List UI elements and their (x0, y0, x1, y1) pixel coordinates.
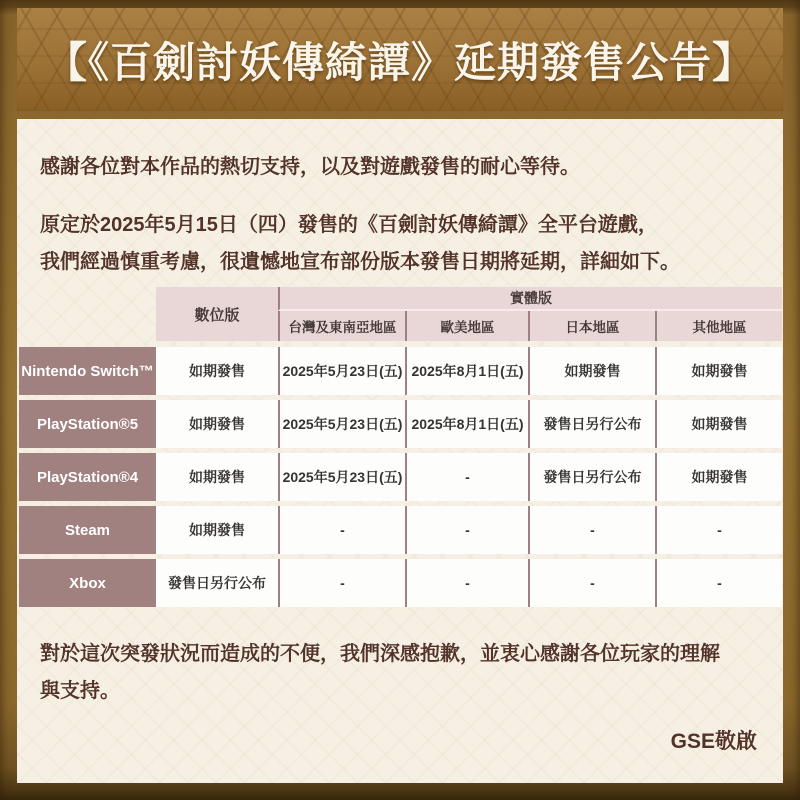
digital-release-cell: 如期發售 (156, 506, 278, 554)
region-release-cell: 發售日另行公布 (528, 400, 655, 448)
region-release-cell: 如期發售 (655, 347, 782, 395)
intro-thanks-text: 感謝各位對本作品的熱切支持，以及對遊戲發售的耐心等待。 (40, 156, 580, 178)
region-release-cell: 2025年8月1日(五) (405, 400, 528, 448)
announcement-card (17, 119, 783, 783)
signature-text: GSE敬啟 (670, 730, 757, 753)
physical-version-header: 實體版 (278, 287, 782, 311)
platform-cell: Nintendo Switch™ (19, 347, 156, 395)
region-header-japan: 日本地區 (528, 311, 655, 341)
region-release-cell: 如期發售 (655, 400, 782, 448)
region-header-taiwan-sea: 台灣及東南亞地區 (278, 311, 405, 341)
platform-cell: Xbox (19, 559, 156, 607)
header-spacer-cell (19, 287, 156, 341)
table-row (19, 506, 782, 554)
region-header-other: 其他地區 (655, 311, 782, 341)
release-schedule-table (19, 287, 782, 612)
region-release-cell: 如期發售 (655, 453, 782, 501)
apology-line1: 對於這次突發狀況而造成的不便，我們深感抱歉，並衷心感謝各位玩家的理解 (40, 643, 720, 665)
apology-line2: 與支持。 (40, 680, 120, 702)
region-release-cell: - (405, 506, 528, 554)
table-row (19, 347, 782, 395)
region-release-cell: 2025年5月23日(五) (278, 400, 405, 448)
table-row (19, 559, 782, 607)
region-release-cell: - (405, 453, 528, 501)
region-release-cell: - (528, 559, 655, 607)
apology-text (40, 636, 760, 710)
digital-release-cell: 如期發售 (156, 347, 278, 395)
region-release-cell: - (655, 506, 782, 554)
region-release-cell: - (278, 559, 405, 607)
region-release-cell: 2025年5月23日(五) (278, 347, 405, 395)
digital-version-header: 數位版 (156, 287, 278, 341)
region-release-cell: - (655, 559, 782, 607)
release-table-header (19, 287, 782, 341)
region-release-cell: 如期發售 (528, 347, 655, 395)
region-release-cell: - (278, 506, 405, 554)
region-release-cell: 2025年5月23日(五) (278, 453, 405, 501)
page-title: 【《百劍討妖傳綺譚》延期發售公告】 (44, 38, 755, 86)
region-release-cell: - (528, 506, 655, 554)
region-release-cell: - (405, 559, 528, 607)
platform-cell: Steam (19, 506, 156, 554)
region-release-cell: 發售日另行公布 (528, 453, 655, 501)
region-header-west: 歐美地區 (405, 311, 528, 341)
platform-cell: PlayStation®4 (19, 453, 156, 501)
digital-release-cell: 如期發售 (156, 453, 278, 501)
table-row (19, 400, 782, 448)
platform-cell: PlayStation®5 (19, 400, 156, 448)
intro-delay-text (40, 207, 760, 281)
table-row (19, 453, 782, 501)
region-release-cell: 2025年8月1日(五) (405, 347, 528, 395)
title-banner (17, 8, 783, 111)
digital-release-cell: 發售日另行公布 (156, 559, 278, 607)
digital-release-cell: 如期發售 (156, 400, 278, 448)
release-table-body (19, 347, 782, 607)
intro-delay-line1: 原定於2025年5月15日（四）發售的《百劍討妖傳綺譚》全平台遊戲， (40, 214, 658, 236)
intro-delay-line2: 我們經過慎重考慮，很遺憾地宣布部份版本發售日期將延期，詳細如下。 (40, 251, 680, 273)
